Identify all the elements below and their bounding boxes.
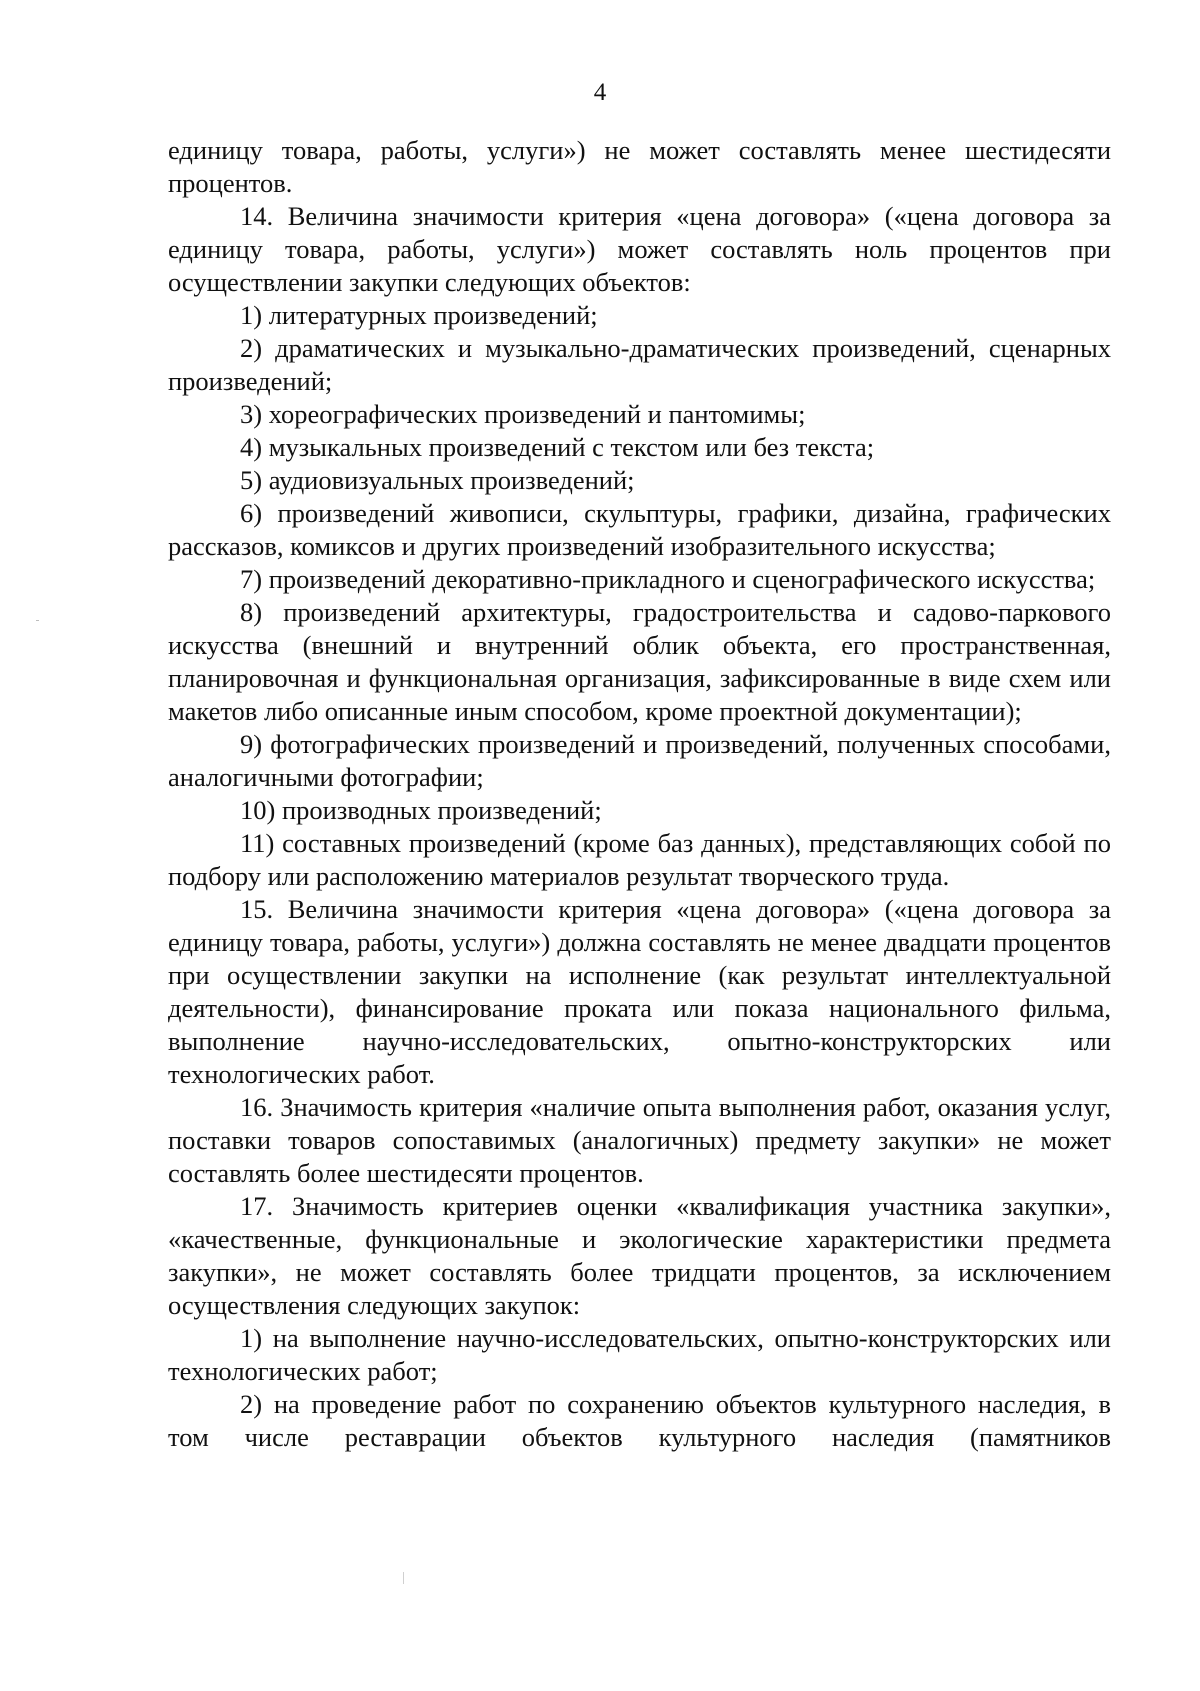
- list-item-3-choreographic: 3) хореографических произведений и пантомимы;: [240, 399, 806, 429]
- list-item-5-audiovisual: 5) аудиовизуальных произведений;: [240, 465, 635, 495]
- list-item-11-composite: 11) составных произведений (кроме баз данных), представляющих собой по подбору или расположению материалов результат творческого труда.: [168, 828, 1111, 891]
- document-body: [168, 134, 1111, 1454]
- page-number: 4: [593, 79, 607, 106]
- paragraph-16: 16. Значимость критерия «наличие опыта выполнения работ, оказания услуг, поставки товаров сопоставимых (аналогичных) предмету закупки» не может составлять более шестидесяти процентов.: [168, 1092, 1111, 1188]
- paragraph-15: 15. Величина значимости критерия «цена договора» («цена договора за единицу товара, работы, услуги») должна составлять не менее двадцати процентов при осуществлении закупки на исполнение (как результат интеллектуальной деятельности), финансирование проката или показа национального фильма, выполнение научно-исследовательских, опытно-конструкторских или технологических работ.: [168, 894, 1111, 1089]
- list-item-10-derivative: 10) производных произведений;: [240, 795, 602, 825]
- paragraph-14: 14. Величина значимости критерия «цена договора» («цена договора за единицу товара, работы, услуги») может составлять ноль процентов при осуществлении закупки следующих объектов:: [168, 201, 1111, 297]
- list-item-7-decorative: 7) произведений декоративно-прикладного и сценографического искусства;: [240, 564, 1096, 594]
- scan-artifact-mark-bottom: [403, 1572, 404, 1584]
- list-item-8-architecture: 8) произведений архитектуры, градостроительства и садово-паркового искусства (внешний и внутренний облик объекта, его пространственная, планировочная и функциональная организация, зафиксированные в виде схем или макетов либо описанные иным способом, кроме проектной документации);: [168, 597, 1111, 726]
- list-item-9-photographic: 9) фотографических произведений и произведений, полученных способами, аналогичными фотографии;: [168, 729, 1111, 792]
- list-item-2-dramatic: 2) драматических и музыкально-драматических произведений, сценарных произведений;: [168, 333, 1111, 396]
- scan-artifact-mark: [36, 620, 39, 621]
- list-item-6-painting: 6) произведений живописи, скульптуры, графики, дизайна, графических рассказов, комиксов и других произведений изобразительного искусства;: [168, 498, 1111, 561]
- list-item-4-musical: 4) музыкальных произведений с текстом или без текста;: [240, 432, 875, 462]
- paragraph-17: 17. Значимость критериев оценки «квалификация участника закупки», «качественные, функциональные и экологические характеристики предмета закупки», не может составлять более тридцати процентов, за исключением осуществления следующих закупок:: [168, 1191, 1111, 1320]
- list-item-17-2-heritage: 2) на проведение работ по сохранению объектов культурного наследия, в том числе реставрации объектов культурного наследия (памятников: [168, 1389, 1111, 1452]
- list-item-1-literary: 1) литературных произведений;: [240, 300, 598, 330]
- list-item-17-1-research: 1) на выполнение научно-исследовательских, опытно-конструкторских или технологических работ;: [168, 1323, 1111, 1386]
- paragraph-continuation: единицу товара, работы, услуги») не может составлять менее шестидесяти процентов.: [168, 135, 1111, 198]
